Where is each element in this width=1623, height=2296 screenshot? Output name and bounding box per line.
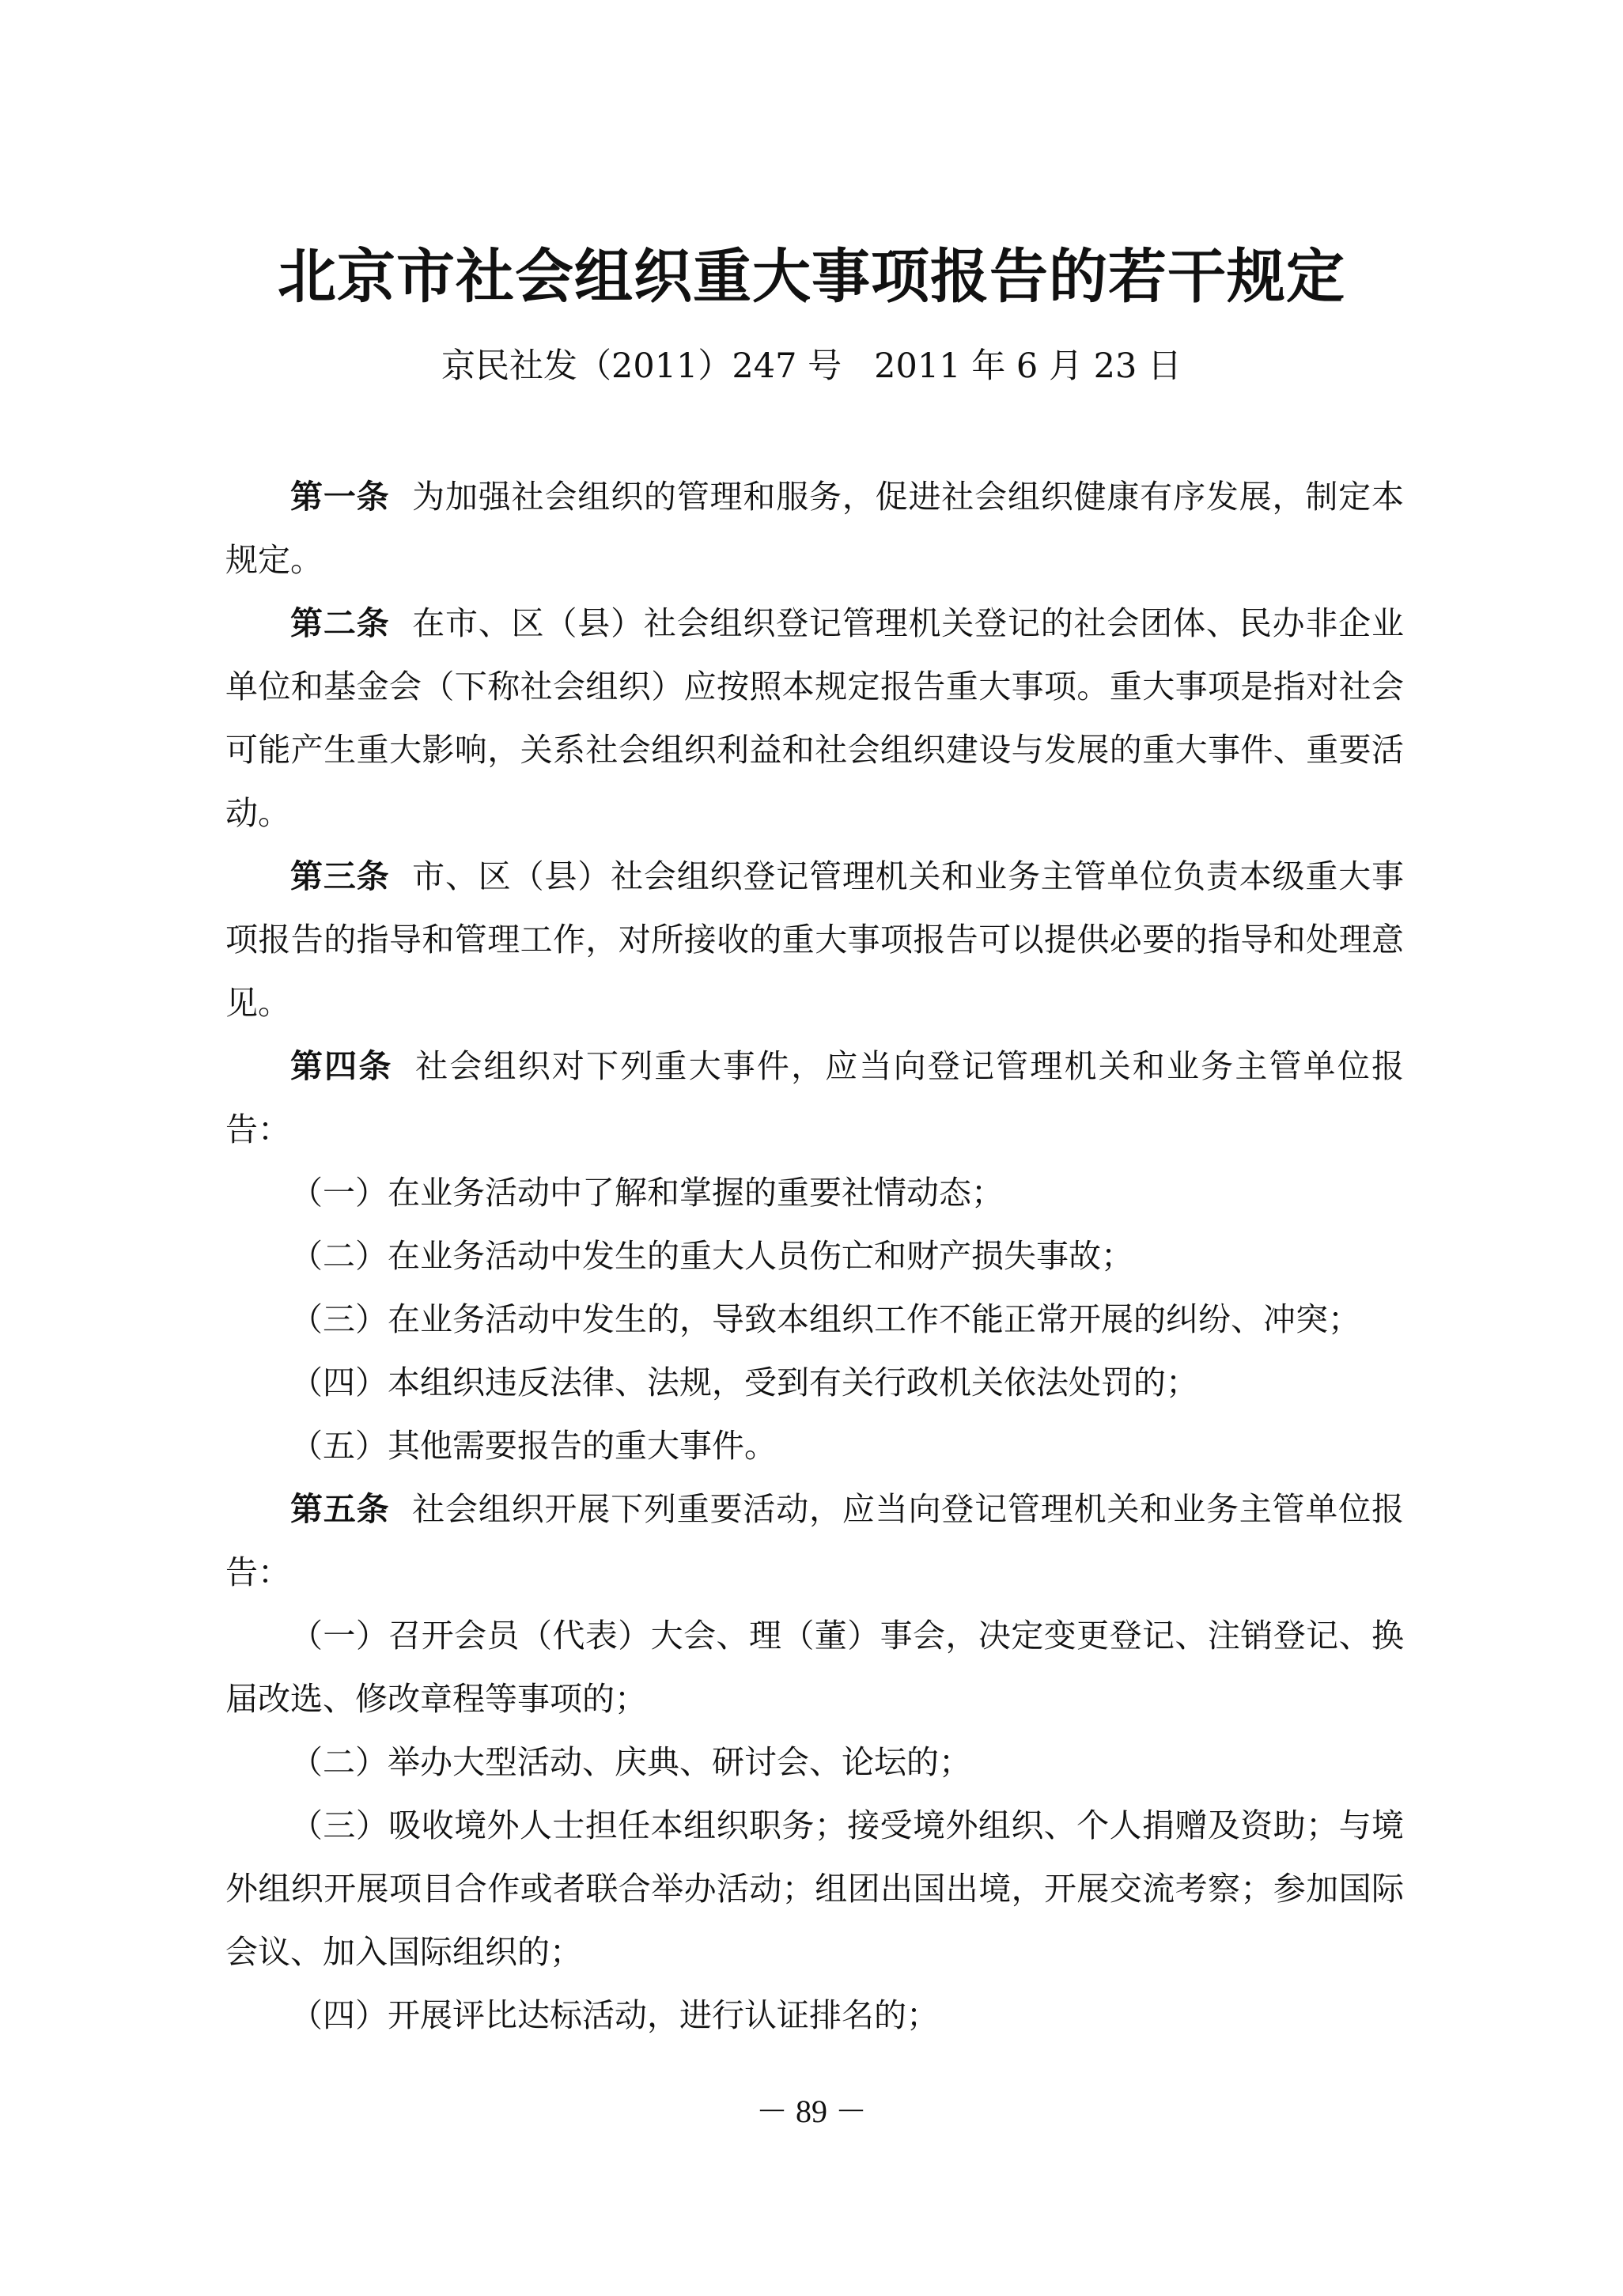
- paragraph-text: （四）本组织违反法律、法规，受到有关行政机关依法处罚的；: [290, 1364, 1198, 1401]
- article-paragraph: [225, 1477, 1404, 1604]
- list-item-paragraph: [225, 1414, 1404, 1477]
- list-item-paragraph: [225, 1984, 1404, 2047]
- paragraph-text: （二）在业务活动中发生的重大人员伤亡和财产损失事故；: [290, 1237, 1133, 1275]
- list-item-paragraph: [225, 1604, 1404, 1731]
- article-paragraph: [225, 592, 1404, 845]
- article-label: 第四条: [290, 1047, 393, 1085]
- paragraph-text: （一）召开会员（代表）大会、理（董）事会，决定变更登记、注销登记、换届改选、修改章程等事项的；: [225, 1617, 1404, 1718]
- article-label: 第三条: [290, 857, 390, 895]
- article-label: 第五条: [290, 1490, 390, 1528]
- paragraph-text: （四）开展评比达标活动，进行认证排名的；: [290, 1996, 939, 2034]
- article-paragraph: [225, 465, 1404, 592]
- document-subtitle: 京民社发（2011）247 号 2011 年 6 月 23 日: [441, 346, 1182, 386]
- paragraph-text: （三）在业务活动中发生的，导致本组织工作不能正常开展的纠纷、冲突；: [290, 1300, 1360, 1338]
- paragraph-text: 社会组织开展下列重要活动，应当向登记管理机关和业务主管单位报告：: [225, 1490, 1404, 1591]
- list-item-paragraph: [225, 1794, 1404, 1984]
- list-item-paragraph: [225, 1288, 1404, 1351]
- list-item-paragraph: [225, 1161, 1404, 1224]
- paragraph-text: 在市、区（县）社会组织登记管理机关登记的社会团体、民办非企业单位和基金会（下称社会组织）应按照本规定报告重大事项。重大事项是指对社会可能产生重大影响，关系社会组织利益和社会组织建设与发展的重大事件、重要活动。: [225, 604, 1404, 832]
- page-number: － 89 －: [756, 2094, 867, 2129]
- paragraph-text: 市、区（县）社会组织登记管理机关和业务主管单位负责本级重大事项报告的指导和管理工作，对所接收的重大事项报告可以提供必要的指导和处理意见。: [225, 857, 1404, 1022]
- paragraph-text: 为加强社会组织的管理和服务，促进社会组织健康有序发展，制定本规定。: [225, 478, 1404, 579]
- paragraph-text: （一）在业务活动中了解和掌握的重要社情动态；: [290, 1174, 1004, 1212]
- paragraph-text: （五）其他需要报告的重大事件。: [290, 1427, 777, 1465]
- article-label: 第二条: [290, 604, 390, 642]
- list-item-paragraph: [225, 1224, 1404, 1288]
- paragraph-text: （二）举办大型活动、庆典、研讨会、论坛的；: [290, 1743, 971, 1781]
- document-body: [225, 465, 1404, 2047]
- article-label: 第一条: [290, 478, 390, 516]
- list-item-paragraph: [225, 1351, 1404, 1414]
- paragraph-text: 社会组织对下列重大事件，应当向登记管理机关和业务主管单位报告：: [225, 1047, 1404, 1148]
- document-title: 北京市社会组织重大事项报告的若干规定: [278, 243, 1345, 311]
- article-paragraph: [225, 845, 1404, 1035]
- article-paragraph: [225, 1035, 1404, 1161]
- list-item-paragraph: [225, 1731, 1404, 1794]
- paragraph-text: （三）吸收境外人士担任本组织职务；接受境外组织、个人捐赠及资助；与境外组织开展项目合作或者联合举办活动；组团出国出境，开展交流考察；参加国际会议、加入国际组织的；: [225, 1806, 1404, 1971]
